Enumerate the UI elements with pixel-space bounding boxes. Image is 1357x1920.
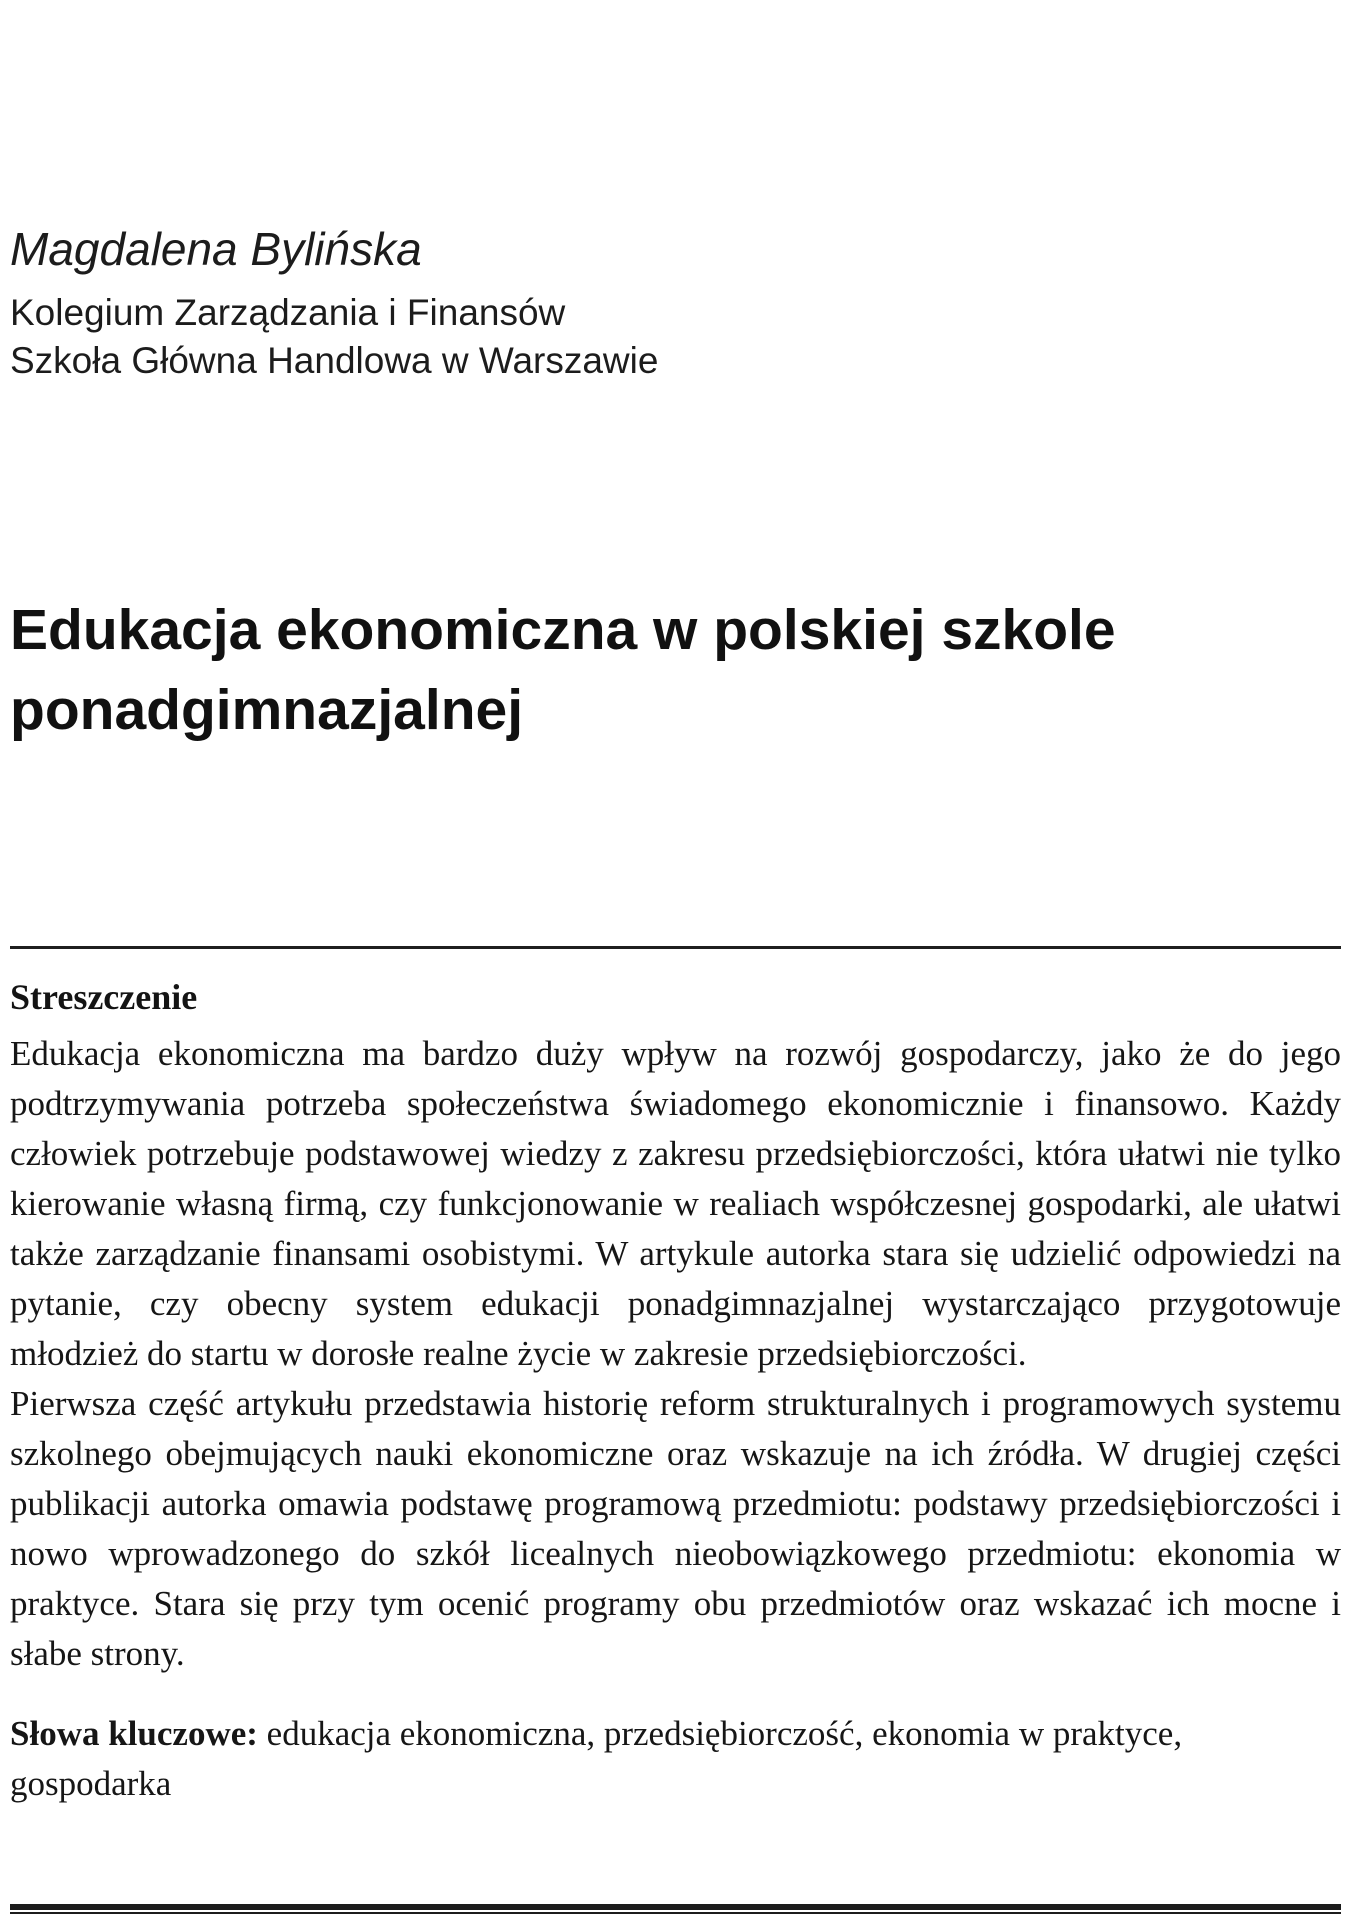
keywords-line xyxy=(10,1709,1341,1809)
divider-line xyxy=(10,946,1341,949)
affiliation-line-2: Szkoła Główna Handlowa w Warszawie xyxy=(10,340,659,381)
keywords-label: Słowa kluczowe: xyxy=(10,1714,258,1753)
abstract-paragraph-1: Edukacja ekonomiczna ma bardzo duży wpływ na rozwój gospodarczy, jako że do jego podtrzymywania potrzeba społeczeństwa świadomego ekonomicznie i finansowo. Każdy człowiek potrzebuje podstawowej wiedzy z zakresu przedsiębiorczości, która ułatwi nie tylko kierowanie własną firmą, czy funkcjonowanie w realiach współczesnej gospodarki, ale ułatwi także zarządzanie finansami osobistymi. W artykule autorka stara się udzielić odpowiedzi na pytanie, czy obecny system edukacji ponadgimnazjalnej wystarczająco przygotowuje młodzież do startu w dorosłe realne życie w zakresie przedsiębiorczości. xyxy=(10,1034,1341,1373)
affiliation-line-1: Kolegium Zarządzania i Finansów xyxy=(10,292,566,333)
abstract-heading: Streszczenie xyxy=(10,977,198,1017)
abstract-section xyxy=(10,975,1341,1809)
affiliations xyxy=(10,289,1341,385)
abstract-paragraph-2: Pierwsza część artykułu przedstawia historię reform strukturalnych i programowych systemu szkolnego obejmujących nauki ekonomiczne oraz wskazuje na ich źródła. W drugiej części publikacji autorka omawia podstawę programową przedmiotu: podstawy przedsiębiorczości i nowo wprowadzonego do szkół licealnych nieobowiązkowego przedmiotu: ekonomia w praktyce. Stara się przy tym ocenić programy obu przedmiotów oraz wskazać ich mocne i słabe strony. xyxy=(10,1384,1341,1673)
author-block xyxy=(10,222,1341,385)
keywords-text: edukacja ekonomiczna, przedsiębiorczość, ekonomia w praktyce, gospodarka xyxy=(10,1714,1183,1803)
article-title: Edukacja ekonomiczna w polskiej szkole ponadgimnazjalnej xyxy=(10,598,1116,742)
double-divider-line xyxy=(10,1904,1341,1914)
author-name: Magdalena Bylińska xyxy=(10,223,422,275)
